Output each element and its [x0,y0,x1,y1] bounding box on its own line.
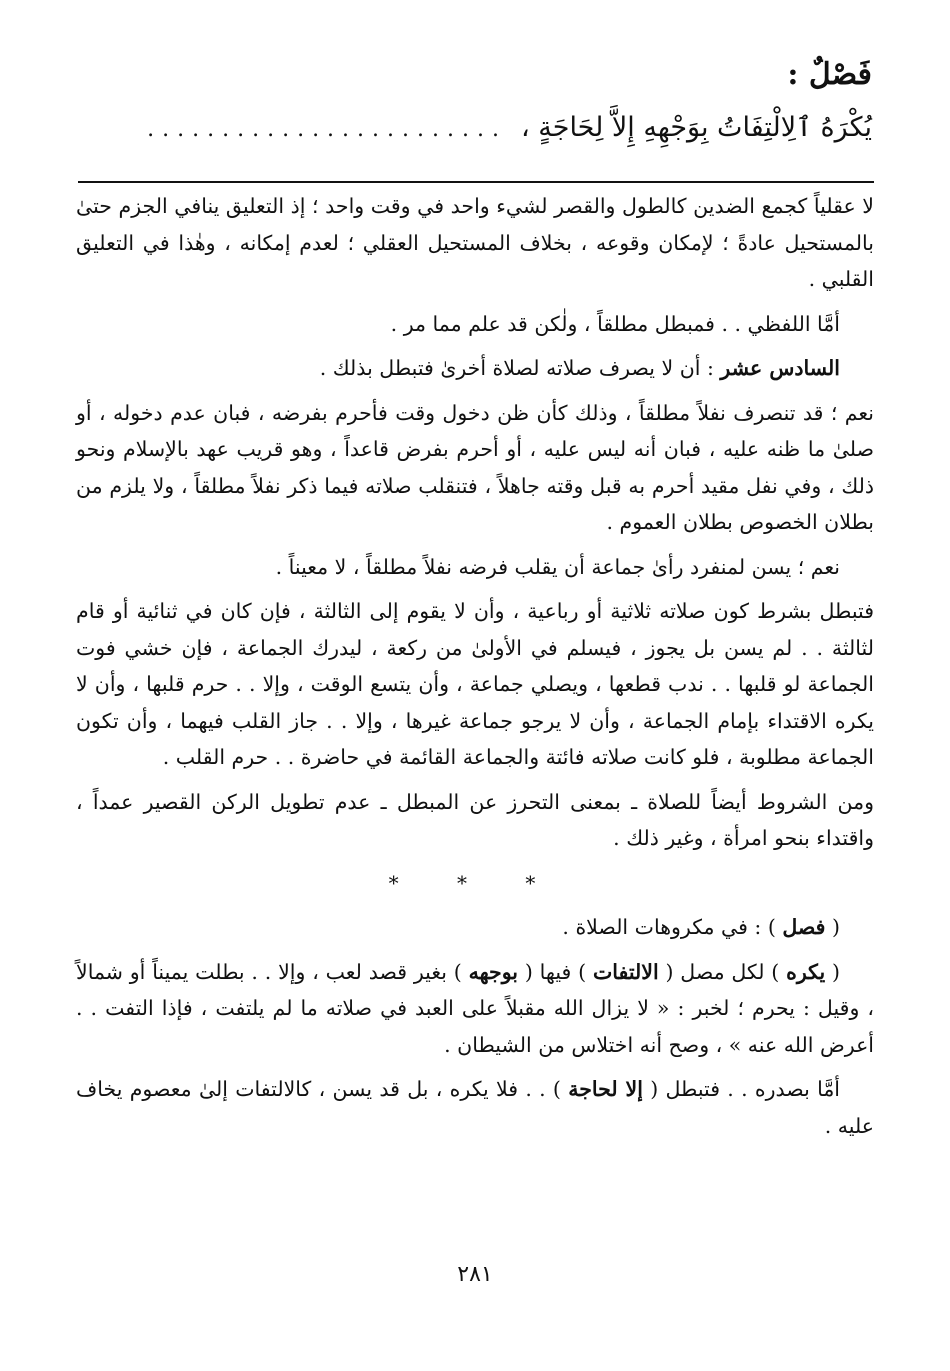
commentary-body [76,188,874,1152]
paragraph-2: أمَّا اللفظي . . فمبطل مطلقاً ، ولٰكن قد علم مما مر . [390,311,840,336]
paragraph-6: فتبطل بشرط كون صلاته ثلاثية أو رباعية ، وأن لا يقوم إلى الثالثة ، فإن كان في ثنائية أو قام لثالثة . . لم يسن بل يجوز ، فيسلم في الأولىٰ من ركعة ، ليدرك الجماعة ، فإن خشي فوت الجماعة لو قلبها . . ندب قطعها ، ويصلي جماعة ، وأن يتسع الوقت ، وإلا . . حرم قلبها ، وأن لا يكره الاقتداء بإمام الجماعة ، وأن لا يرجو جماعة غيرها ، وإلا . . جاز القلب فيهما ، وأن تكون الجماعة مطلوبة ، فلو كانت صلاته فائتة والجماعة القائمة في حاضرة . . حرم القلب . [76,599,874,769]
paragraph-3-text: : أن لا يصرف صلاته لصلاة أخرىٰ فتبطل بذلك . [319,356,721,380]
matn-dots: ........................ [147,117,507,142]
paragraph-3 [76,350,874,387]
iltifat-keyword: الالتفات [592,959,659,984]
illa-lihajah-keyword: إلا لحاجة [568,1077,643,1101]
matn-header [90,54,872,152]
paragraph-1: لا عقلياً كجمع الضدين كالطول والقصر لشيء واحد في وقت واحد ؛ إذ التعليق ينافي الجزم حتىٰ بالمستحيل عادةً ؛ لإمكان وقوعه ، بخلاف المستحيل العقلي ؛ لعدم إمكانه ، وهٰذا في التعليق القلبي . [76,194,874,291]
fasl-keyword: فصل [782,915,826,939]
sixteenth-condition-label: السادس عشر [720,356,840,380]
paragraph-5: نعم ؛ يسن لمنفرد رأىٰ جماعة أن يقلب فرضه نفلاً مطلقاً ، لا معيناً . [275,554,840,579]
matn-text: يُكْرَهُ ٱلِالْتِفَاتُ بِوَجْهِهِ إِلاَّ لِحَاجَةٍ ، [520,112,872,143]
paragraph-9: ( يكره ) لكل مصل ( الالتفات ) فيها ( بوجهه ) بغير قصد لعب ، وإلا . . بطلت يميناً أو شمالاً ، وقيل : يحرم ؛ لخبر : « لا يزال الله مقبلاً على العبد في صلاته ما لم يلتفت ، فإذا التفت . . أعرض الله عنه » ، وصح أنه اختلاس من الشيطان . [76,959,874,1057]
section-title: فَصْلٌ : [787,57,872,92]
matn-text-line [90,106,872,152]
yukrah-keyword: يكره [786,959,826,984]
paragraph-10: أمَّا بصدره . . فتبطل ( إلا لحاجة ) . . فلا يكره ، بل قد يسن ، كالالتفات إلىٰ معصوم يخاف عليه . [76,1077,874,1138]
paragraph-4: نعم ؛ قد تنصرف نفلاً مطلقاً ، وذلك كأن ظن دخول وقت فأحرم بفرضه ، فبان عدم دخوله ، أو صلىٰ ما ظنه عليه ، فبان أنه ليس عليه ، أو أحرم بفرض قاعداً ، وهو قريب عهد بالإسلام ونحو ذلك ، وفي نفل مقيد أحرم به قبل وقته جاهلاً ، فتنقلب صلاته فيما ذكر نفلاً مطلقاً ، ولا يلزم من بطلان الخصوص بطلان العموم . [76,400,874,534]
separator-rule [78,181,874,183]
page-number: ٢٨١ [457,1262,493,1287]
paragraph-8: ( فصل ) : في مكروهات الصلاة . [562,915,840,939]
section-divider-stars: * * * [388,870,562,895]
paragraph-7: ومن الشروط أيضاً للصلاة ـ بمعنى التحرز عن المبطل ـ عدم تطويل الركن القصير عمداً ، واقتداء بنحو امرأة ، وغير ذلك . [76,789,874,850]
biwajhihi-keyword: بوجهه [468,959,518,984]
